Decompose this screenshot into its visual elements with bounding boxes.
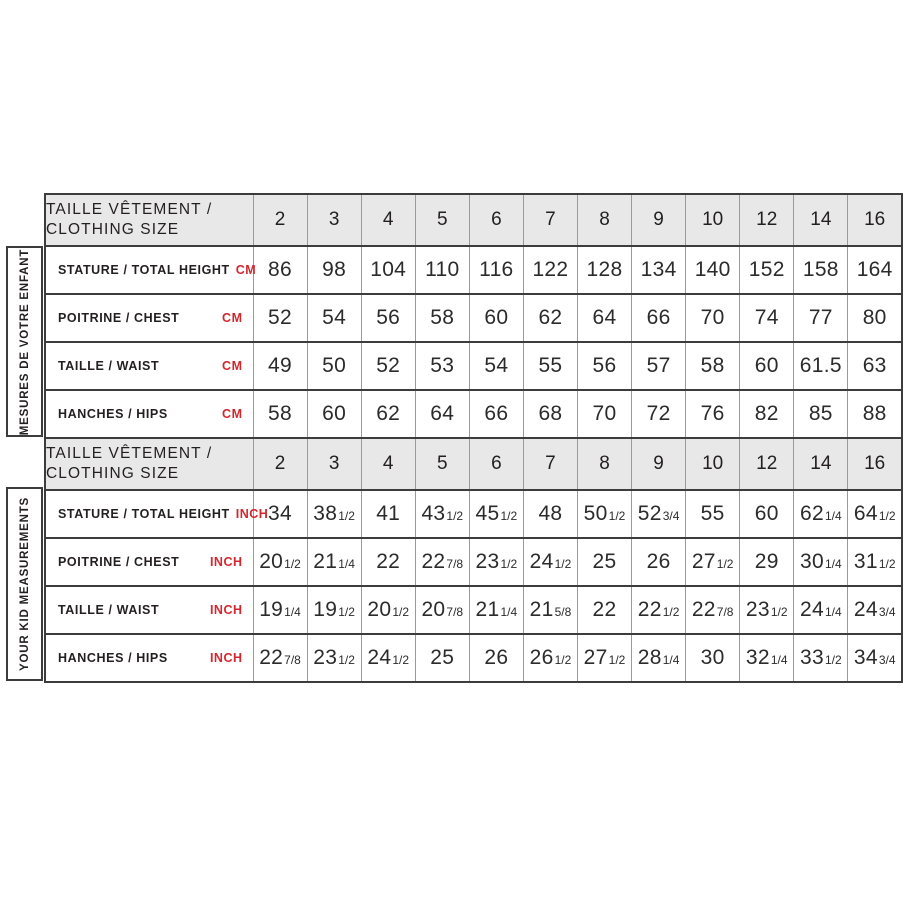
value-whole: 70 [592, 402, 617, 425]
value-fraction: 1/4 [662, 653, 680, 667]
value-cell [577, 294, 631, 342]
value-whole: 33 [799, 646, 824, 669]
value-whole: 58 [430, 306, 455, 329]
unit-label: CM [235, 263, 257, 277]
value-cell [415, 490, 469, 538]
value-whole: 76 [700, 402, 725, 425]
value-fraction: 1/2 [338, 509, 355, 523]
value-whole: 164 [856, 258, 893, 281]
value-cell [686, 246, 740, 294]
value-whole: 140 [694, 258, 731, 281]
size-header-cell: 4 [361, 194, 415, 246]
value-cell [523, 538, 577, 586]
value-cell [415, 390, 469, 438]
value-whole: 62 [376, 402, 401, 425]
value-whole: 63 [862, 354, 887, 377]
value-whole: 66 [646, 306, 671, 329]
value-cell [307, 390, 361, 438]
value-whole: 24 [529, 550, 554, 573]
value-whole: 31 [853, 550, 878, 573]
size-header-cell: 3 [307, 438, 361, 490]
value-cell [415, 246, 469, 294]
value-cell [469, 390, 523, 438]
value-whole: 60 [322, 402, 347, 425]
value-cell [307, 246, 361, 294]
value-fraction: 1/4 [770, 653, 788, 667]
value-cell [848, 342, 902, 390]
value-whole: 70 [700, 306, 725, 329]
value-cell [253, 390, 307, 438]
value-cell [415, 294, 469, 342]
value-whole: 64 [853, 502, 878, 525]
value-whole: 52 [376, 354, 401, 377]
value-whole: 19 [259, 598, 284, 621]
value-fraction: 3/4 [878, 605, 896, 619]
value-fraction: 1/2 [878, 557, 896, 571]
value-cell [848, 538, 902, 586]
value-cell [740, 390, 794, 438]
size-header-cell: 5 [415, 438, 469, 490]
value-whole: 20 [421, 598, 446, 621]
value-whole: 20 [367, 598, 392, 621]
value-whole: 98 [322, 258, 347, 281]
value-cell [577, 586, 631, 634]
value-cell [686, 586, 740, 634]
value-cell [632, 538, 686, 586]
value-cell [577, 490, 631, 538]
value-cell [415, 538, 469, 586]
value-cell [632, 634, 686, 682]
value-whole: 58 [700, 354, 725, 377]
value-fraction: 1/4 [500, 605, 518, 619]
value-whole: 122 [532, 258, 569, 281]
value-cell [253, 342, 307, 390]
value-fraction: 3/4 [878, 653, 896, 667]
value-fraction: 1/2 [500, 509, 518, 523]
value-whole: 24 [799, 598, 824, 621]
value-whole: 28 [637, 646, 662, 669]
value-cell [469, 246, 523, 294]
value-cell [848, 634, 902, 682]
value-fraction: 7/8 [716, 605, 734, 619]
value-cell [577, 246, 631, 294]
value-fraction: 1/2 [878, 509, 896, 523]
value-cell [415, 586, 469, 634]
value-fraction: 1/2 [554, 653, 572, 667]
value-cell [848, 390, 902, 438]
value-whole: 61.5 [799, 354, 842, 377]
unit-label: INCH [209, 651, 243, 665]
row-label-cell [45, 294, 253, 342]
value-whole: 22 [421, 550, 446, 573]
size-header-cell: 5 [415, 194, 469, 246]
value-whole: 34 [268, 502, 293, 525]
unit-label: INCH [209, 555, 243, 569]
value-cell [361, 390, 415, 438]
value-fraction: 1/4 [338, 557, 355, 571]
value-cell [577, 390, 631, 438]
value-whole: 85 [808, 402, 833, 425]
value-cell [740, 634, 794, 682]
value-cell [361, 490, 415, 538]
value-whole: 34 [853, 646, 878, 669]
value-whole: 26 [484, 646, 509, 669]
value-fraction: 1/4 [824, 509, 842, 523]
value-cell [361, 538, 415, 586]
value-cell [740, 246, 794, 294]
value-cell [307, 342, 361, 390]
value-whole: 26 [529, 646, 554, 669]
value-cell [469, 586, 523, 634]
value-whole: 50 [583, 502, 608, 525]
value-fraction: 1/2 [338, 605, 355, 619]
value-cell [307, 586, 361, 634]
value-whole: 22 [259, 646, 284, 669]
value-cell [523, 246, 577, 294]
row-label-cell [45, 538, 253, 586]
size-header-cell: 16 [848, 194, 902, 246]
value-whole: 104 [370, 258, 407, 281]
value-whole: 22 [691, 598, 716, 621]
value-fraction: 1/2 [824, 653, 842, 667]
value-cell [632, 586, 686, 634]
value-whole: 74 [754, 306, 779, 329]
value-whole: 128 [586, 258, 623, 281]
value-whole: 43 [421, 502, 446, 525]
size-header-cell: 2 [253, 438, 307, 490]
value-cell [632, 390, 686, 438]
value-whole: 62 [538, 306, 563, 329]
value-whole: 27 [691, 550, 716, 573]
row-label-cell [45, 246, 257, 294]
value-whole: 72 [646, 402, 671, 425]
value-cell [794, 586, 848, 634]
value-whole: 21 [313, 550, 338, 573]
value-whole: 86 [268, 258, 293, 281]
value-whole: 152 [748, 258, 785, 281]
value-fraction: 5/8 [554, 605, 572, 619]
value-whole: 24 [367, 646, 392, 669]
value-cell [848, 246, 902, 294]
value-cell [469, 538, 523, 586]
value-cell [794, 634, 848, 682]
value-cell [740, 586, 794, 634]
value-cell [577, 342, 631, 390]
vertical-label-inch-section [6, 487, 43, 681]
value-whole: 77 [808, 306, 833, 329]
row-label: TAILLE / WAIST [58, 359, 160, 373]
size-header-label-cell [45, 438, 253, 490]
value-cell [794, 538, 848, 586]
size-header-label-line2: CLOTHING SIZE [46, 221, 180, 238]
value-cell [632, 246, 686, 294]
value-fraction: 1/2 [770, 605, 788, 619]
value-whole: 26 [646, 550, 671, 573]
row-label-cell [45, 586, 253, 634]
value-cell [307, 490, 361, 538]
value-cell [686, 342, 740, 390]
value-cell [307, 634, 361, 682]
value-whole: 50 [322, 354, 347, 377]
value-cell [740, 294, 794, 342]
value-cell [253, 586, 307, 634]
value-cell [794, 390, 848, 438]
value-whole: 64 [430, 402, 455, 425]
value-cell [523, 586, 577, 634]
table-row [45, 390, 902, 438]
unit-label: CM [222, 407, 243, 421]
value-whole: 20 [259, 550, 284, 573]
value-fraction: 1/2 [662, 605, 680, 619]
value-fraction: 1/2 [716, 557, 734, 571]
row-label: POITRINE / CHEST [58, 555, 180, 569]
value-cell [686, 294, 740, 342]
value-cell [577, 538, 631, 586]
row-label: STATURE / TOTAL HEIGHT [58, 507, 230, 521]
value-cell [794, 246, 848, 294]
size-header-label-line1: TAILLE VÊTEMENT / [46, 444, 213, 462]
size-header-cell: 8 [577, 438, 631, 490]
value-whole: 134 [640, 258, 677, 281]
value-cell [523, 490, 577, 538]
table-row [45, 538, 902, 586]
vertical-label-cm-text: MESURES DE VOTRE ENFANT [18, 248, 31, 435]
value-whole: 88 [862, 402, 887, 425]
size-header-row-cm [45, 194, 902, 246]
value-whole: 60 [754, 502, 779, 525]
value-whole: 60 [484, 306, 509, 329]
value-cell [686, 390, 740, 438]
value-whole: 80 [862, 306, 887, 329]
value-fraction: 1/2 [284, 557, 301, 571]
value-cell [740, 538, 794, 586]
row-label: STATURE / TOTAL HEIGHT [58, 263, 230, 277]
value-cell [523, 294, 577, 342]
value-whole: 66 [484, 402, 509, 425]
value-whole: 30 [799, 550, 824, 573]
size-chart-body [45, 194, 902, 682]
value-cell [794, 342, 848, 390]
unit-label: CM [222, 359, 243, 373]
row-label: TAILLE / WAIST [58, 603, 160, 617]
value-whole: 58 [268, 402, 293, 425]
value-cell [253, 246, 307, 294]
value-cell [686, 634, 740, 682]
value-whole: 45 [475, 502, 500, 525]
value-cell [469, 490, 523, 538]
value-whole: 55 [700, 502, 725, 525]
unit-label: INCH [209, 603, 243, 617]
value-whole: 82 [754, 402, 779, 425]
size-header-cell: 8 [577, 194, 631, 246]
value-whole: 62 [799, 502, 824, 525]
value-cell [415, 342, 469, 390]
row-label-cell [45, 634, 253, 682]
size-header-cell: 2 [253, 194, 307, 246]
vertical-label-inch-text: YOUR KID MEASUREMENTS [18, 497, 31, 671]
table-row [45, 634, 902, 682]
size-header-cell: 4 [361, 438, 415, 490]
size-header-cell: 12 [740, 438, 794, 490]
value-whole: 52 [268, 306, 293, 329]
value-fraction: 1/4 [284, 605, 301, 619]
value-cell [794, 490, 848, 538]
size-header-cell: 14 [794, 194, 848, 246]
value-cell [253, 294, 307, 342]
value-whole: 48 [538, 502, 563, 525]
row-label: HANCHES / HIPS [58, 651, 168, 665]
value-fraction: 7/8 [284, 653, 301, 667]
value-fraction: 1/2 [446, 509, 464, 523]
value-cell [361, 634, 415, 682]
size-header-cell: 12 [740, 194, 794, 246]
value-whole: 27 [583, 646, 608, 669]
value-whole: 64 [592, 306, 617, 329]
value-cell [469, 294, 523, 342]
value-fraction: 1/2 [608, 653, 626, 667]
value-whole: 116 [479, 258, 514, 281]
value-whole: 22 [376, 550, 401, 573]
value-whole: 158 [802, 258, 839, 281]
size-header-cell: 16 [848, 438, 902, 490]
value-fraction: 1/2 [392, 653, 410, 667]
value-cell [740, 342, 794, 390]
value-whole: 53 [430, 354, 455, 377]
size-header-label-line1: TAILLE VÊTEMENT / [46, 200, 213, 218]
value-whole: 32 [745, 646, 770, 669]
value-cell [307, 294, 361, 342]
value-whole: 30 [700, 646, 725, 669]
value-cell [740, 490, 794, 538]
value-whole: 24 [853, 598, 878, 621]
row-label: POITRINE / CHEST [58, 311, 180, 325]
value-cell [577, 634, 631, 682]
value-whole: 23 [313, 646, 338, 669]
row-label-cell [45, 342, 253, 390]
value-whole: 54 [322, 306, 347, 329]
size-header-label-cell [45, 194, 253, 246]
value-fraction: 1/2 [338, 653, 355, 667]
value-whole: 22 [592, 598, 617, 621]
value-whole: 56 [376, 306, 401, 329]
value-whole: 60 [754, 354, 779, 377]
value-whole: 38 [313, 502, 338, 525]
size-header-cell: 10 [686, 438, 740, 490]
value-fraction: 1/4 [824, 557, 842, 571]
table-row [45, 490, 902, 538]
value-whole: 57 [646, 354, 671, 377]
value-cell [632, 342, 686, 390]
size-header-cell: 14 [794, 438, 848, 490]
value-whole: 41 [376, 502, 401, 525]
value-whole: 52 [637, 502, 662, 525]
value-cell [253, 634, 307, 682]
value-whole: 55 [538, 354, 563, 377]
value-whole: 21 [475, 598, 500, 621]
value-cell [361, 246, 415, 294]
value-cell [469, 342, 523, 390]
value-cell [523, 390, 577, 438]
row-label: HANCHES / HIPS [58, 407, 168, 421]
row-label-cell [45, 390, 253, 438]
value-cell [632, 490, 686, 538]
value-cell [848, 294, 902, 342]
value-cell [686, 538, 740, 586]
value-fraction: 1/4 [824, 605, 842, 619]
value-cell [253, 538, 307, 586]
unit-label: INCH [235, 507, 269, 521]
size-header-cell: 7 [523, 438, 577, 490]
value-fraction: 1/2 [500, 557, 518, 571]
value-cell [361, 294, 415, 342]
value-fraction: 3/4 [662, 509, 680, 523]
size-header-cell: 6 [469, 194, 523, 246]
value-whole: 54 [484, 354, 509, 377]
value-whole: 21 [529, 598, 554, 621]
value-whole: 25 [430, 646, 455, 669]
size-header-cell: 7 [523, 194, 577, 246]
value-cell [523, 634, 577, 682]
value-whole: 23 [745, 598, 770, 621]
size-header-cell: 6 [469, 438, 523, 490]
value-fraction: 7/8 [446, 557, 464, 571]
size-header-cell: 10 [686, 194, 740, 246]
table-row [45, 586, 902, 634]
value-cell [469, 634, 523, 682]
value-fraction: 1/2 [392, 605, 410, 619]
table-row [45, 294, 902, 342]
value-cell [686, 490, 740, 538]
size-header-label-line2: CLOTHING SIZE [46, 465, 180, 482]
value-whole: 49 [268, 354, 293, 377]
value-cell [848, 586, 902, 634]
value-fraction: 7/8 [446, 605, 464, 619]
value-whole: 29 [754, 550, 779, 573]
size-header-cell: 9 [632, 194, 686, 246]
value-fraction: 1/2 [554, 557, 572, 571]
value-cell [632, 294, 686, 342]
value-whole: 23 [475, 550, 500, 573]
value-cell [523, 342, 577, 390]
value-whole: 56 [592, 354, 617, 377]
size-header-cell: 3 [307, 194, 361, 246]
value-cell [848, 490, 902, 538]
value-whole: 25 [592, 550, 617, 573]
value-whole: 22 [637, 598, 662, 621]
value-cell [794, 294, 848, 342]
vertical-label-cm-section [6, 246, 43, 437]
value-whole: 110 [425, 258, 460, 281]
table-row [45, 246, 902, 294]
value-cell [307, 538, 361, 586]
size-header-row-inch [45, 438, 902, 490]
table-row [45, 342, 902, 390]
size-header-cell: 9 [632, 438, 686, 490]
value-whole: 68 [538, 402, 563, 425]
unit-label: CM [222, 311, 243, 325]
value-cell [361, 342, 415, 390]
value-cell [415, 634, 469, 682]
row-label-cell [45, 490, 269, 538]
value-fraction: 1/2 [608, 509, 626, 523]
value-whole: 19 [313, 598, 338, 621]
value-cell [361, 586, 415, 634]
size-chart-table [44, 193, 903, 683]
